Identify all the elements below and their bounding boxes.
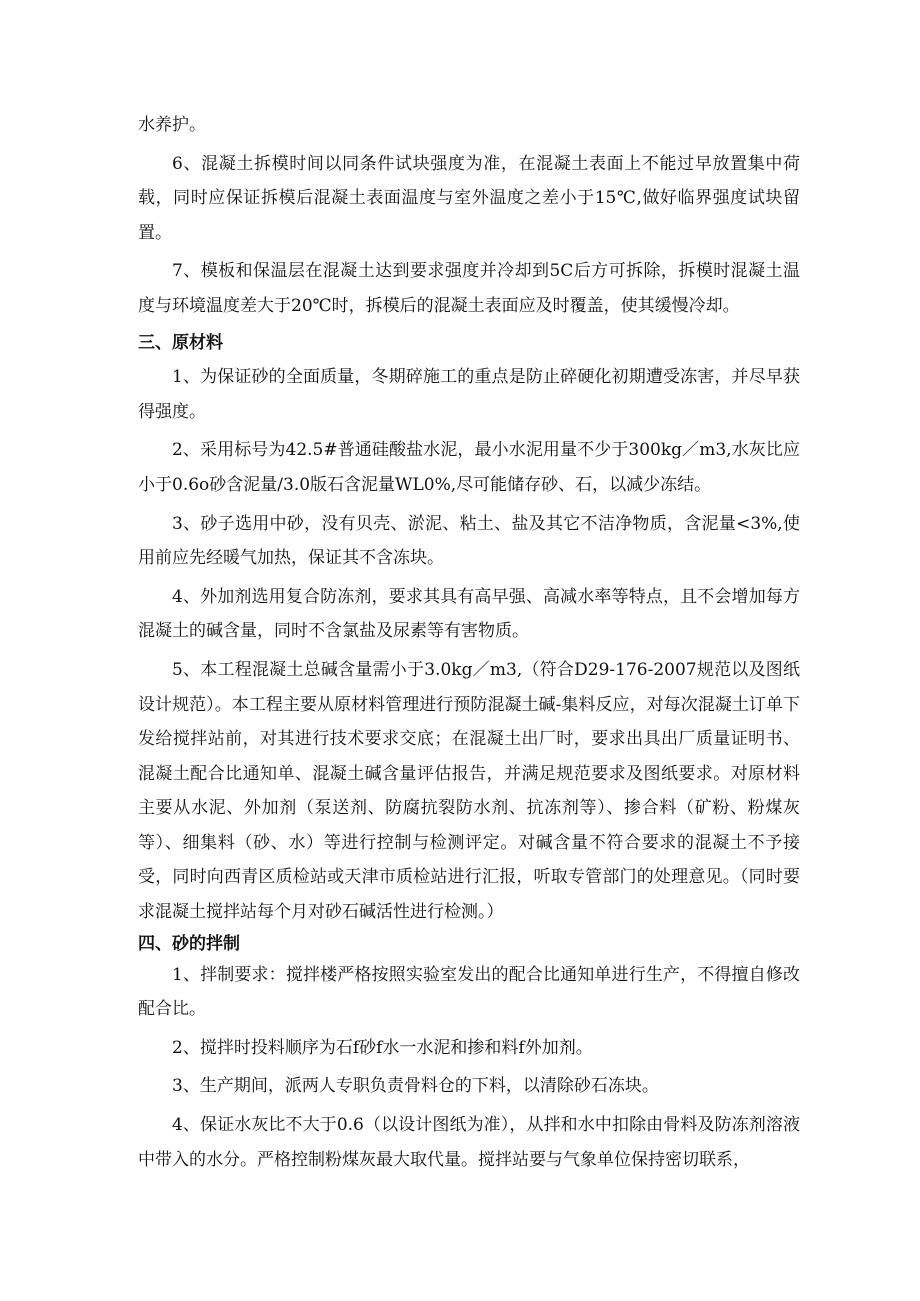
section-heading-mixing: 四、砂的拌制 bbox=[138, 933, 240, 954]
paragraph-formwork-insulation-removal: 7、模板和保温层在混凝土达到要求强度并冷却到5C后方可拆除，拆模时混凝土温度与环境温度差大于20℃时，拆模后的混凝土表面应及时覆盖，使其缓慢冷却。 bbox=[138, 261, 800, 316]
section-heading-raw-materials: 三、原材料 bbox=[138, 332, 223, 353]
paragraph-concrete-quality: 1、为保证砂的全面质量，冬期碎施工的重点是防止碎硬化初期遭受冻害，并尽早获得强度。 bbox=[138, 367, 800, 422]
paragraph-production-period: 3、生产期间，派两人专职负责骨料仓的下料，以清除砂石冻块。 bbox=[172, 1076, 659, 1097]
paragraph-mixing-requirements: 1、拌制要求：搅拌楼严格按照实验室发出的配合比通知单进行生产，不得擅自修改配合比。 bbox=[138, 964, 800, 1020]
paragraph-cement-grade: 2、采用标号为42.5#普通硅酸盐水泥，最小水泥用量不少于300kg／m3,水灰比应小于0.6o砂含泥量/3.0版石含泥量WL0%,尽可能储存砂、石，以减少冻结。 bbox=[138, 440, 800, 495]
paragraph-feeding-order: 2、搅拌时投料顺序为石f砂f水一水泥和掺和料f外加剂。 bbox=[172, 1037, 593, 1058]
paragraph-water-cement-ratio: 4、保证水灰比不大于0.6（以设计图纸为准），从拌和水中扣除由骨料及防冻剂溶液中带入的水分。严格控制粉煤灰最大取代量。搅拌站要与气象单位保持密切联系， bbox=[138, 1115, 800, 1170]
paragraph-water-curing-end: 水养护。 bbox=[138, 115, 206, 135]
document-page bbox=[138, 108, 800, 1177]
paragraph-admixture: 4、外加剂选用复合防冻剂，要求其具有高早强、高减水率等特点，且不会增加每方混凝土的碱含量，同时不含氯盐及尿素等有害物质。 bbox=[138, 586, 800, 642]
paragraph-sand-selection: 3、砂子选用中砂，没有贝壳、淤泥、粘土、盐及其它不洁净物质，含泥量<3%,使用前应先经暖气加热，保证其不含冻块。 bbox=[138, 513, 800, 569]
paragraph-alkali-content: 5、本工程混凝土总碱含量需小于3.0kg／m3,（符合D29-176-2007规范以及图纸设计规范）。本工程主要从原材料管理进行预防混凝土碱-集料反应，对每次混凝土订单下发给搅拌站前，对其进行技术要求交底；在混凝土出厂时，要求出具出厂质量证明书、混凝土配合比通知单、混凝土碱含量评估报告，并满足规范要求及图纸要求。对原材料主要从水泥、外加剂（泵送剂、防腐抗裂防水剂、抗冻剂等）、掺合料（矿粉、粉煤灰等）、细集料（砂、水）等进行控制与检测评定。对碱含量不符合要求的混凝土不予接受，同时向西青区质检站或天津市质检站进行汇报，听取专管部门的处理意见。（同时要求混凝土搅拌站每个月对砂石碱活性进行检测。） bbox=[138, 659, 800, 923]
paragraph-formwork-removal-time: 6、混凝土拆模时间以同条件试块强度为准，在混凝土表面上不能过早放置集中荷载，同时应保证拆模后混凝土表面温度与室外温度之差小于15℃,做好临界强度试块留置。 bbox=[138, 153, 800, 243]
